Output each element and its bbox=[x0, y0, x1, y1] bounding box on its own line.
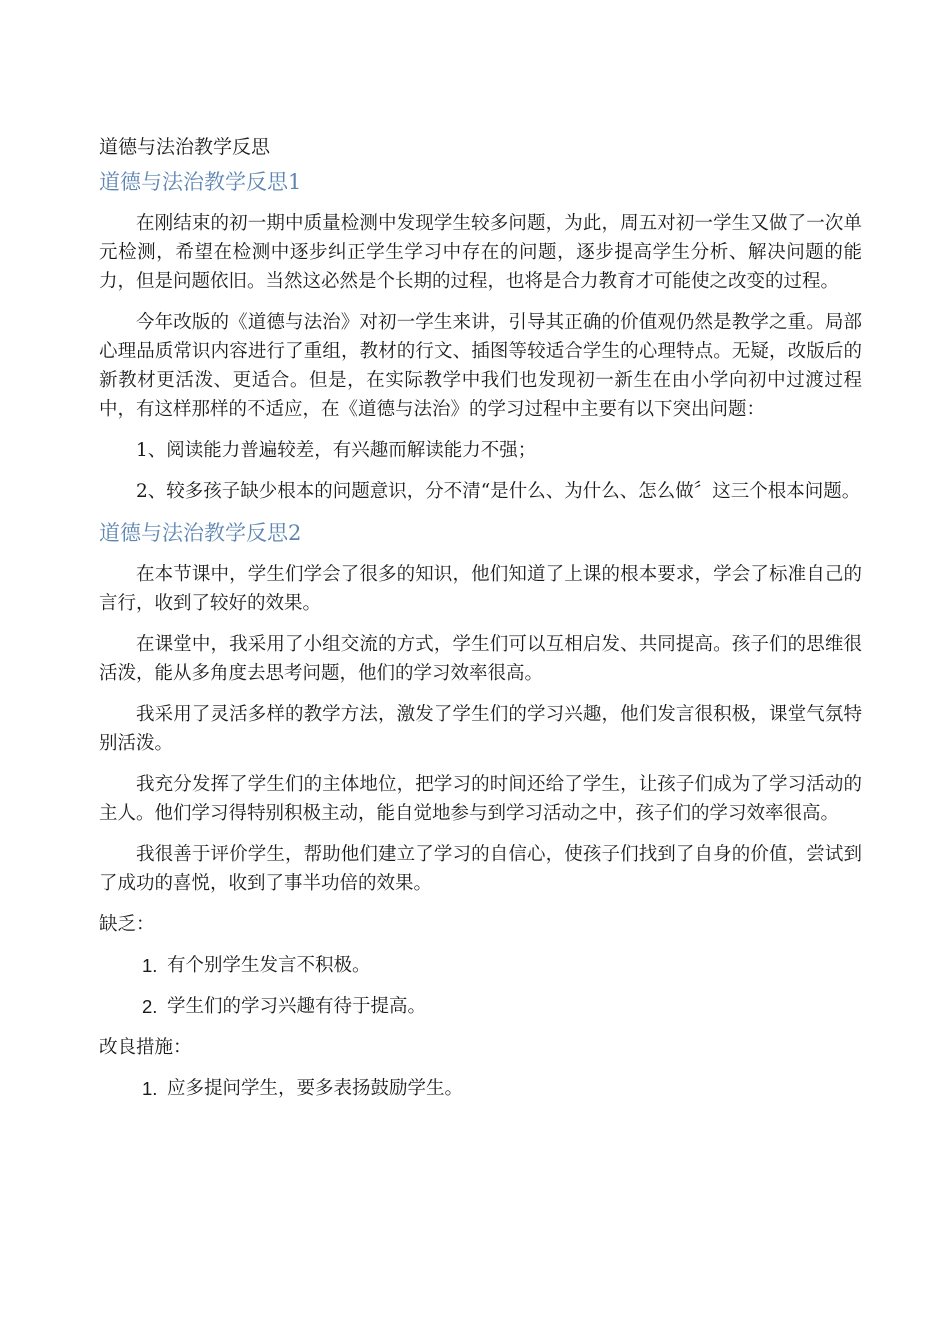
section-2-paragraph-4: 我充分发挥了学生们的主体地位，把学习的时间还给了学生，让孩子们成为了学习活动的主人。他们学习得特别积极主动，能自觉地参与到学习活动之中，孩子们的学习效率很高。 bbox=[99, 774, 862, 824]
section-2-heading: 道德与法治教学反思2 bbox=[99, 521, 302, 545]
section-2-paragraph-3: 我采用了灵活多样的教学方法，激发了学生们的学习兴趣，他们发言很积极，课堂气氛特别活泼。 bbox=[99, 704, 862, 754]
section-2-paragraph-5: 我很善于评价学生，帮助他们建立了学习的自信心，使孩子们找到了自身的价值，尝试到了成功的喜悦，收到了事半功倍的效果。 bbox=[99, 844, 862, 894]
document-title: 道德与法治教学反思 bbox=[99, 136, 271, 158]
list-number: 2. bbox=[142, 996, 158, 1017]
section-1-paragraph-1: 在刚结束的初一期中质量检测中发现学生较多问题，为此，周五对初一学生又做了一次单元检测，希望在检测中逐步纠正学生学习中存在的问题，逐步提高学生分析、解决问题的能力，但是问题依旧。当然这必然是个长期的过程，也将是合力教育才可能使之改变的过程。 bbox=[99, 213, 862, 292]
section-1-paragraph-3: 1、阅读能力普遍较差，有兴趣而解读能力不强； bbox=[136, 440, 537, 461]
shortcomings-label: 缺乏： bbox=[99, 914, 155, 935]
shortcoming-item bbox=[99, 992, 862, 1021]
list-text: 学生们的学习兴趣有待于提高。 bbox=[167, 996, 427, 1017]
improvement-item bbox=[99, 1074, 862, 1103]
list-text: 应多提问学生，要多表扬鼓励学生。 bbox=[167, 1078, 464, 1099]
section-1-heading: 道德与法治教学反思1 bbox=[99, 170, 302, 194]
improvements-label: 改良措施： bbox=[99, 1037, 192, 1058]
list-number: 1. bbox=[142, 1078, 158, 1099]
shortcoming-item bbox=[99, 951, 862, 980]
section-2-paragraph-2: 在课堂中，我采用了小组交流的方式，学生们可以互相启发、共同提高。孩子们的思维很活泼，能从多角度去思考问题，他们的学习效率很高。 bbox=[99, 634, 862, 684]
list-number: 1. bbox=[142, 955, 158, 976]
section-1-paragraph-4: 2、较多孩子缺少根本的问题意识，分不清“是什么、为什么、怎么做〞这三个根本问题。 bbox=[136, 481, 861, 502]
section-2-paragraph-1: 在本节课中，学生们学会了很多的知识，他们知道了上课的根本要求，学会了标准自己的言行，收到了较好的效果。 bbox=[99, 564, 862, 614]
list-text: 有个别学生发言不积极。 bbox=[167, 955, 371, 976]
section-1-paragraph-2: 今年改版的《道德与法治》对初一学生来讲，引导其正确的价值观仍然是教学之重。局部心理品质常识内容进行了重组，教材的行文、插图等较适合学生的心理特点。无疑，改版后的新教材更活泼、更适合。但是，在实际教学中我们也发现初一新生在由小学向初中过渡过程中，有这样那样的不适应，在《道德与法治》的学习过程中主要有以下突出问题： bbox=[99, 312, 862, 420]
